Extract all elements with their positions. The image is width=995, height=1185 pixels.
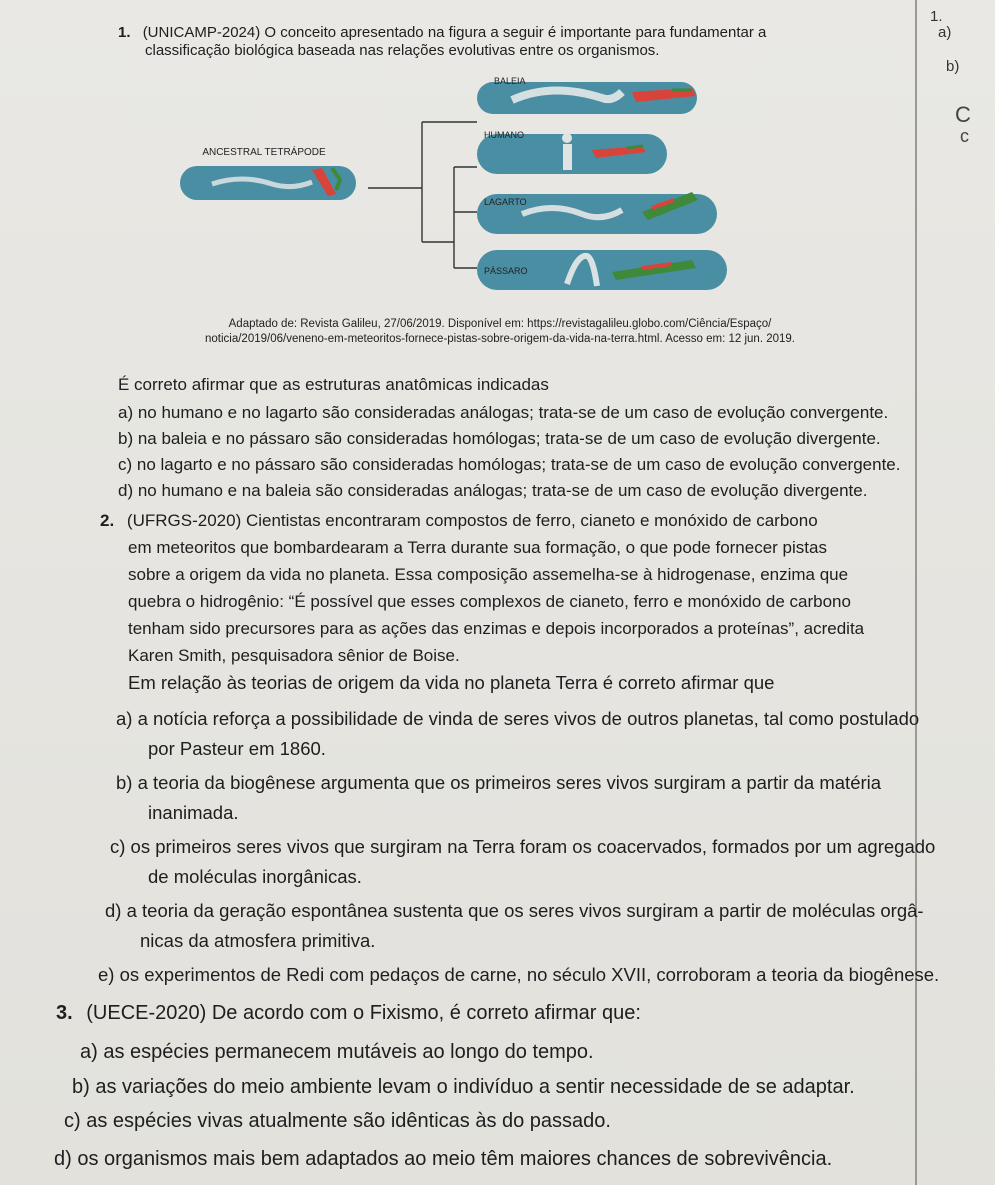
option-b[interactable]: b) a teoria da biogênese argumenta que os primeiros seres vivos surgiram a partir da matéria (116, 772, 882, 793)
question-number: 2. (100, 511, 115, 530)
tree-branches (368, 122, 477, 268)
option-d-continued: nicas da atmosfera primitiva. (140, 930, 376, 951)
option-a-continued: por Pasteur em 1860. (148, 738, 326, 759)
option-b[interactable]: b) as variações do meio ambiente levam o indivíduo a sentir necessidade de se adaptar. (72, 1076, 855, 1098)
question-stem-line: sobre a origem da vida no planeta. Essa composição assemelha-se à hidrogenase, enzima que (128, 565, 849, 584)
column-divider (915, 0, 917, 1185)
option-b[interactable]: b) na baleia e no pássaro são consideradas homólogas; trata-se de um caso de evolução divergente. (118, 429, 881, 448)
question-stem-line: tenham sido precursores para as ações das enzimas e depois incorporados a proteínas”, acredita (128, 619, 865, 638)
question-stem-line: classificação biológica baseada nas relações evolutivas entre os organismos. (145, 42, 660, 59)
option-a[interactable]: a) a notícia reforça a possibilidade de vinda de seres vivos de outros planetas, tal como postulado (116, 708, 920, 729)
question-number: 3. (56, 1002, 73, 1024)
label-whale: BALEIA (494, 76, 526, 86)
phylogeny-diagram (172, 72, 732, 308)
option-c-continued: de moléculas inorgânicas. (148, 866, 362, 887)
label-human: HUMANO (484, 130, 524, 140)
option-a[interactable]: a) as espécies permanecem mutáveis ao longo do tempo. (80, 1041, 594, 1063)
question-prompt: Em relação às teorias de origem da vida no planeta Terra é correto afirmar que (128, 672, 775, 693)
question-stem-line: (UNICAMP-2024) O conceito apresentado na figura a seguir é importante para fundamentar a (142, 24, 767, 41)
question-prompt: É correto afirmar que as estruturas anatômicas indicadas (118, 375, 549, 394)
label-bird: PÁSSARO (484, 266, 528, 276)
question-stem-line: quebra o hidrogênio: “É possível que esses complexos de cianeto, ferro e monóxido de carbono (128, 592, 851, 611)
side-fragment: c (960, 126, 969, 146)
question-stem: (UECE-2020) De acordo com o Fixismo, é correto afirmar que: (86, 1002, 641, 1024)
question-stem-line: Karen Smith, pesquisadora sênior de Boise. (128, 646, 460, 665)
side-number: 1. (930, 8, 943, 25)
option-c[interactable]: c) as espécies vivas atualmente são idênticas às do passado. (64, 1110, 611, 1132)
side-option-b: b) (946, 58, 960, 75)
figure-caption-line: noticia/2019/06/veneno-em-meteoritos-fornece-pistas-sobre-origem-da-vida-na-terra.html. Acesso em: 12 jun. 2019. (205, 333, 795, 345)
option-a[interactable]: a) no humano e no lagarto são consideradas análogas; trata-se de um caso de evolução convergente. (118, 403, 889, 422)
side-fragment: C (955, 102, 971, 127)
human-silhouette (563, 144, 572, 170)
figure-caption-line: Adaptado de: Revista Galileu, 27/06/2019. Disponível em: https://revistagalileu.globo.com/Ciência/Espaço/ (228, 318, 772, 330)
label-lizard: LAGARTO (484, 197, 527, 207)
option-c[interactable]: c) os primeiros seres vivos que surgiram na Terra foram os coacervados, formados por um agregado (110, 836, 936, 857)
option-d[interactable]: d) no humano e na baleia são consideradas análogas; trata-se de um caso de evolução divergente. (118, 481, 868, 500)
option-c[interactable]: c) no lagarto e no pássaro são consideradas homólogas; trata-se de um caso de evolução convergente. (118, 455, 901, 474)
option-d[interactable]: d) a teoria da geração espontânea sustenta que os seres vivos surgiram a partir de moléculas orgâ- (105, 900, 924, 921)
label-ancestor: ANCESTRAL TETRÁPODE (202, 147, 326, 158)
option-e[interactable]: e) os experimentos de Redi com pedaços de carne, no século XVII, corroboram a teoria da biogênese. (98, 964, 940, 985)
option-d[interactable]: d) os organismos mais bem adaptados ao meio têm maiores chances de sobrevivência. (54, 1148, 833, 1170)
option-b-continued: inanimada. (148, 802, 239, 823)
question-number: 1. (118, 24, 131, 41)
question-stem-line: (UFRGS-2020) Cientistas encontraram compostos de ferro, cianeto e monóxido de carbono (126, 511, 818, 530)
phylogeny-figure (172, 72, 732, 308)
side-option-a: a) (938, 24, 952, 41)
question-stem-line: em meteoritos que bombardearam a Terra durante sua formação, o que pode fornecer pistas (128, 538, 827, 557)
